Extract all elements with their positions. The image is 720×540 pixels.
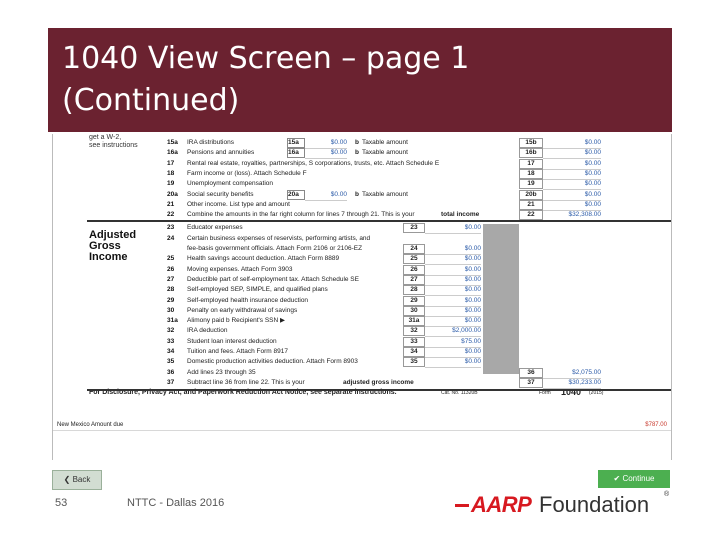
form-line-row [87,159,671,169]
line-description: Certain business expenses of reservists, performing artists, and [187,234,371,242]
logo-aarp-text: AARP [471,492,532,517]
form-line-row [87,275,671,285]
line-description: Domestic production activities deduction. Attach Form 8903 [187,358,358,366]
mid-line-value: $2,000.00 [425,326,481,337]
line-description: Moving expenses. Attach Form 3903 [187,265,293,273]
line-description: Pensions and annuities [187,149,255,157]
sub-line-value: $0.00 [305,190,347,201]
line-number: 35 [167,358,175,366]
cat-number: Cat. No. 11320B [441,390,478,396]
mid-line-number: 31a [403,316,425,326]
mid-line-number: 29 [403,296,425,306]
mid-line-value: $75.00 [425,337,481,348]
line-number: 36 [167,368,175,376]
sub-line-value: $0.00 [305,138,347,149]
right-line-value: $32,308.00 [543,210,601,221]
line-description: Rental real estate, royalties, partnerships, S corporations, trusts, etc. Attach Schedule E [187,159,440,167]
event-label: NTTC - Dallas 2016 [127,497,225,509]
line-description: Tuition and fees. Attach Form 8917 [187,348,288,355]
line-description: Self-employed health insurance deduction [187,296,309,304]
right-line-number: 15b [519,138,543,148]
right-line-value: $0.00 [543,159,601,170]
form-line-row [87,169,671,179]
form-line-row [87,244,671,254]
mid-line-number: 34 [403,347,425,357]
form-line-row [87,179,671,189]
line-number: 34 [167,348,175,355]
mid-line-value: $0.00 [425,285,481,296]
form-line-row [87,337,671,347]
line-number: 33 [167,337,175,345]
line-number: 29 [167,296,175,304]
logo-dash [455,504,469,507]
aarp-foundation-logo [455,490,673,518]
line-description: IRA distributions [187,139,234,146]
mid-line-number: 33 [403,337,425,347]
line-b-text: Taxable amount [362,139,408,146]
form-1040-view [87,134,671,402]
form-line-row [87,148,671,158]
mid-line-value: $0.00 [425,244,481,255]
line-description: Student loan interest deduction [187,337,277,345]
mid-line-value: $0.00 [425,296,481,307]
right-line-number: 16b [519,148,543,158]
line-number: 32 [167,327,175,335]
mid-line-value: $0.00 [425,316,481,327]
mid-line-value: $0.00 [425,223,481,234]
line-number: 31a [167,317,178,325]
line-b-text: Taxable amount [362,149,408,157]
form-line-row [87,210,671,220]
line-number: 21 [167,200,175,208]
slide-number: 53 [55,497,68,509]
line-description: Educator expenses [187,224,243,232]
line-b-marker: b [355,139,359,146]
right-line-number: 22 [519,210,543,220]
header-line-1: get a W-2, [89,134,122,141]
line-number: 37 [167,378,175,386]
line-number: 22 [167,211,175,219]
line-number: 24 [167,234,175,242]
right-line-number: 18 [519,169,543,179]
form-line-row [87,326,671,336]
line-description: Unemployment compensation [187,180,273,188]
right-line-number: 17 [519,159,543,169]
form-line-row [87,378,671,388]
continue-button[interactable]: ✔ Continue [598,470,670,488]
mid-line-number: 26 [403,265,425,275]
mid-line-number: 28 [403,285,425,295]
section-rule [87,389,671,391]
line-number: 15a [167,139,178,146]
sub-line-number: 20a [287,190,305,200]
section-rule [87,220,671,222]
form-line-row [87,138,671,148]
form-line-row [87,357,671,367]
taxslayer-screenshot [52,134,672,460]
line-number: 27 [167,275,175,283]
line-description: Deductible part of self-employment tax. Attach Schedule SE [187,275,359,283]
line-number: 18 [167,169,175,177]
right-line-number: 21 [519,200,543,210]
line-b-text: adjusted gross income [343,378,414,386]
mid-line-value: $0.00 [425,347,481,358]
right-line-value: $30,233.00 [543,378,601,389]
form-line-row [87,285,671,295]
footer-notice: For Disclosure, Privacy Act, and Paperwork Reduction Act Notice, see separate instructions. [89,389,397,396]
right-line-value: $0.00 [543,169,601,180]
line-b-text: total income [441,211,480,219]
line-description: Alimony paid b Recipient's SSN ▶ [187,317,286,325]
right-line-value: $0.00 [543,190,601,201]
form-line-row [87,265,671,275]
right-line-value: $0.00 [543,179,601,190]
form-line-row [87,316,671,326]
line-description: Health savings account deduction. Attach Form 8889 [187,255,340,263]
mid-line-number: 23 [403,223,425,233]
header-line-2: see instructions [89,142,138,149]
right-line-value: $2,075.00 [543,368,601,379]
form-line-row [87,368,671,378]
line-number: 26 [167,265,175,273]
form-line-row [87,306,671,316]
line-description: Subtract line 36 from line 22. This is your [187,378,305,386]
mid-line-number: 35 [403,357,425,367]
mid-line-value: $0.00 [425,265,481,276]
logo-foundation-text: Foundation [539,492,650,517]
line-b-text: Taxable amount [362,190,408,198]
line-b-marker: b [355,149,359,157]
right-line-value: $0.00 [543,138,601,149]
line-description: IRA deduction [187,327,228,335]
form-line-row [87,234,671,244]
line-description: Self-employed SEP, SIMPLE, and qualified plans [187,286,328,294]
new-amount-label: New Mexico Amount due [57,422,124,428]
mid-line-value: $0.00 [425,357,481,368]
form-year: (2015) [589,390,604,396]
new-amount-value: $787.00 [645,422,667,428]
right-line-number: 37 [519,378,543,388]
mid-line-number: 24 [403,244,425,254]
form-line-row [87,200,671,210]
mid-line-number: 27 [403,275,425,285]
line-number: 25 [167,255,175,263]
mid-line-value: $0.00 [425,306,481,317]
mid-line-number: 30 [403,306,425,316]
line-number: 28 [167,286,175,294]
line-description: Penalty on early withdrawal of savings [187,306,298,314]
sub-line-number: 16a [287,148,305,158]
form-number: 1040 [561,387,582,397]
line-description: Farm income or (loss). Attach Schedule F [187,169,307,177]
line-number: 30 [167,306,175,314]
logo-registered-mark: ® [664,491,670,498]
line-description: Combine the amounts in the far right column for lines 7 through 21. This is your [187,211,415,219]
right-line-number: 36 [519,368,543,378]
line-description: Social security benefits [187,190,254,198]
right-line-value: $0.00 [543,148,601,159]
mid-line-value: $0.00 [425,254,481,265]
line-number: 20a [167,190,178,198]
right-line-value: $0.00 [543,200,601,211]
form-line-row [87,347,671,357]
form-line-row [87,223,671,233]
line-description: Other income. List type and amount [187,200,290,208]
mid-line-value: $0.00 [425,275,481,286]
mid-line-number: 25 [403,254,425,264]
line-description: fee-basis government officials. Attach Form 2106 or 2106-EZ [187,245,363,252]
line-number: 16a [167,149,178,157]
sub-line-number: 15a [287,138,305,148]
line-number: 23 [167,224,175,232]
right-line-number: 19 [519,179,543,189]
line-number: 17 [167,159,175,167]
line-description: Add lines 23 through 35 [187,368,256,376]
back-button[interactable]: ❮ Back [52,470,102,490]
line-number: 19 [167,180,175,188]
form-label: Form [539,390,551,396]
mid-line-number: 32 [403,326,425,336]
line-b-marker: b [355,190,359,198]
divider [53,430,671,431]
agi-heading: Adjusted Gross Income [89,229,137,263]
form-line-row [87,254,671,264]
sub-line-value: $0.00 [305,148,347,159]
form-line-row [87,190,671,200]
right-line-number: 20b [519,190,543,200]
slide-title: 1040 View Screen – page 1 (Continued) [62,41,470,118]
form-line-row [87,296,671,306]
